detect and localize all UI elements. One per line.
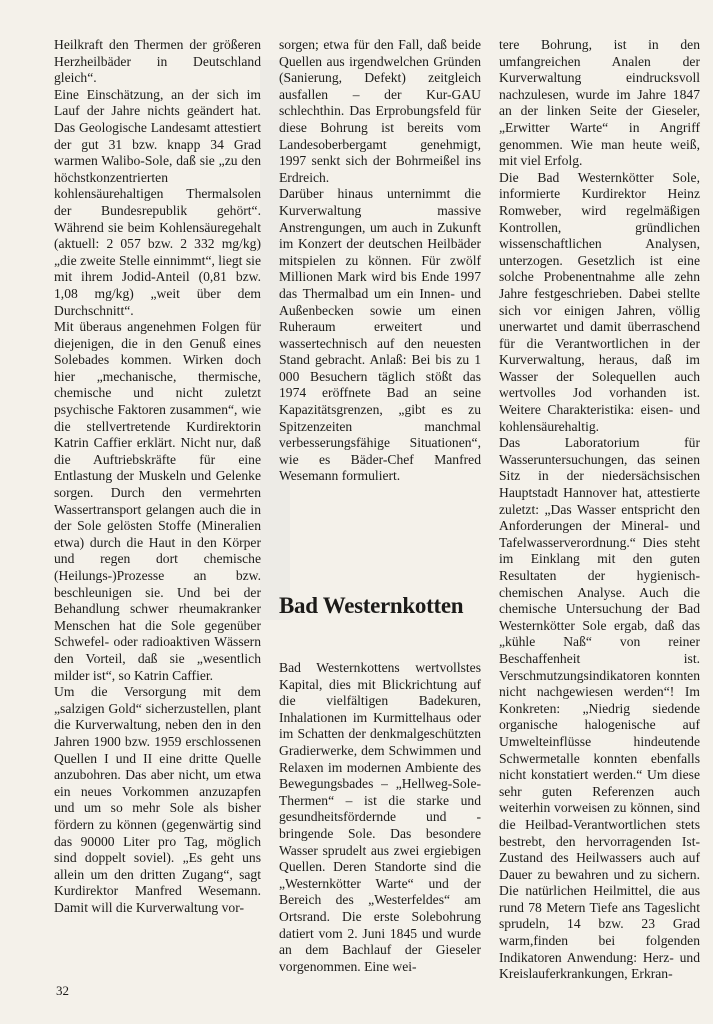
section-heading: Bad Westernkotten [279, 593, 464, 618]
paragraph: Eine Einschätzung, an der sich im Lauf der Jahre nichts geändert hat. Das Geologische Landesamt attestiert der gut 31 bzw. knapp 34 Grad warmen Walibo-Sole, daß sie „zu den höchstkonzentrierten kohlensäurehaltigen Thermalsolen der Bundesrepublik gehört“. Während sie beim Kohlensäuregehalt (aktuell: 2 057 bzw. 2 332 mg/kg) „die zweite Stelle einnimmt“, liegt sie mit ihrem Jodid-Anteil (0,81 bzw. 1,08 mg/kg) „weit über dem Durchschnitt“. [54, 86, 261, 318]
paragraph: Mit überaus angenehmen Folgen für diejenigen, die in den Genuß eines Solebades kommen. Wirken doch hier „mechanische, thermische, chemische und nicht zuletzt psychische Faktoren zusammen“, wie die stellvertretende Kurdirektorin Katrin Caffier erklärt. Nicht nur, daß die Auftriebskräfte für eine Entlastung der Muskeln und Gelenke sorgen. Durch den vermehrten Wassertransport gelangen auch die in der Sole gelösten Stoffe (Mineralien etwa) durch die Haut in den Körper und regen dort chemische (Heilungs-)Prozesse an bzw. beschleunigen sie. Und bei der Behandlung schwer rheumakranker Menschen hat die Sole gegenüber Schwefel- oder radioaktiven Wässern den Vorteil, daß sie „wesentlich milder ist“, so Katrin Caffier. [54, 319, 261, 683]
paragraph: Bad Westernkottens wertvollstes Kapital, dies mit Blickrichtung auf die vielfältigen Badekuren, Inhalationen im Kurmittelhaus oder im Schatten der denkmalgeschützten Gradierwerke, dem Schwimmen und Relaxen im modernen Ambiente des Bewegungsbades – „Hellweg-Sole-Thermen“ – ist die starke und gesundheitsfördernde und -bringende Sole. Das besondere Wasser sprudelt aus zwei ergiebigen Quellen. Deren Standorte sind die „Westernkötter Warte“ und der Bereich des „Westerfeldes“ am Ortsrand. Die erste Solebohrung datiert vom 2. Juni 1845 und wurde an dem Bachlauf der Gieseler vorgenommen. Eine wei- [279, 660, 481, 974]
paragraph: Um die Versorgung mit dem „salzigen Gold“ sicherzustellen, plant die Kurverwaltung, neben den in den Jahren 1900 bzw. 1959 erschlossenen Quellen I und II eine dritte Quelle anzubohren. Das aber nicht, um etwa ein neues Vorkommen anzuzapfen und um so mehr Sole als bisher fördern zu können (gegenwärtig sind das 90000 Liter pro Tag, möglich sind doppelt soviel). „Es geht uns allein um den dritten Zugang“, sagt Kurdirektor Manfred Wesemann. Damit will die Kurverwaltung vor- [54, 684, 261, 915]
paragraph: Die Bad Westernkötter Sole, informierte Kurdirektor Heinz Romweber, wird regelmäßigen Kontrollen, gründlichen wissenschaftlichen Analysen, unterzogen. Gesetzlich ist eine solche Probenentnahme alle zehn Jahre festgeschrieben. Dabei stellte sich vor einigen Jahren, völlig unerwartet und damit überraschend für die Verantwortlichen in der Kurverwaltung, heraus, daß im Wasser der Solequellen auch wertvolles Jod vorhanden ist. Weitere Charakteristika: eisen- und kohlensäurehaltig. [499, 169, 700, 434]
paragraph: tere Bohrung, ist in den umfangreichen Analen der Kurverwaltung eindrucksvoll nachzulesen, wurde im Jahre 1847 an der linken Seite der Gieseler, „Erwitter Warte“ in Angriff genommen. Wie man heute weiß, mit viel Erfolg. [499, 37, 700, 169]
text-column-middle [279, 37, 481, 485]
paragraph: Heilkraft den Thermen der größeren Herzheilbäder in Deutschland gleich“. [54, 37, 261, 86]
paragraph: Das Laboratorium für Wasseruntersuchungen, das seinen Sitz in der niedersächsischen Hauptstadt Hannover hat, attestierte zuletzt: „Das Wasser entspricht den Anforderungen der Mineral- und Tafelwasserverordnung.“ Dies steht im Einklang mit den guten Resultaten der hygienisch-chemischen Analyse. Auch die chemische Untersuchung der Bad Westernkötter Sole ergab, daß das „kühle Naß“ von reiner Beschaffenheit ist. Verschmutzungsindikatoren konnten nicht nachgewiesen werden“! Im Konkreten: „Niedrig siedende organische halogenische auf Umwelteinflüsse hindeutende Schwermetalle konnten ebenfalls nicht konstatiert werden.“ Um diese sehr guten Referenzen auch weiterhin vorweisen zu können, sind die Heilbad-Verantwortlichen stets bestrebt, den hervorragenden Ist-Zustand des Heilwassers auch auf Dauer zu bewahren und zu sichern. Die natürlichen Heilmittel, die aus rund 78 Metern Tiefe ans Tageslicht sprudeln, 14 bzw. 23 Grad warm,finden bei folgenden Indikatoren Anwendung: Herz- und Kreislauferkrankungen, Erkran- [499, 435, 700, 982]
text-column-middle-lower [279, 660, 481, 975]
paragraph: sorgen; etwa für den Fall, daß beide Quellen aus irgendwelchen Gründen (Sanierung, Defekt) zeitgleich ausfallen – der Kur-GAU schlechthin. Das Erprobungsfeld für diese Bohrung ist bereits vom Landesoberbergamt genehmigt, 1997 senkt sich der Bohrmeißel ins Erdreich. [279, 37, 481, 185]
text-column-left [54, 37, 261, 916]
paragraph: Darüber hinaus unternimmt die Kurverwaltung massive Anstrengungen, um auch in Zukunft im Konzert der deutschen Heilbäder mitspielen zu können. Für zwölf Millionen Mark wird bis Ende 1997 das Thermalbad um ein Innen- und Außenbecken sowie um einen Ruheraum erweitert und wassertechnisch auf den neuesten Stand gebracht. Anlaß: Bei bis zu 1 000 Besuchern täglich stößt das 1974 eröffnete Bad an seine Kapazitätsgrenzen, „gibt es zu Spitzenzeiten manchmal verbesserungsfähige Situationen“, wie es Bäder-Chef Manfred Wesemann formuliert. [279, 186, 481, 484]
text-column-right [499, 37, 700, 983]
page-number: 32 [56, 983, 69, 998]
